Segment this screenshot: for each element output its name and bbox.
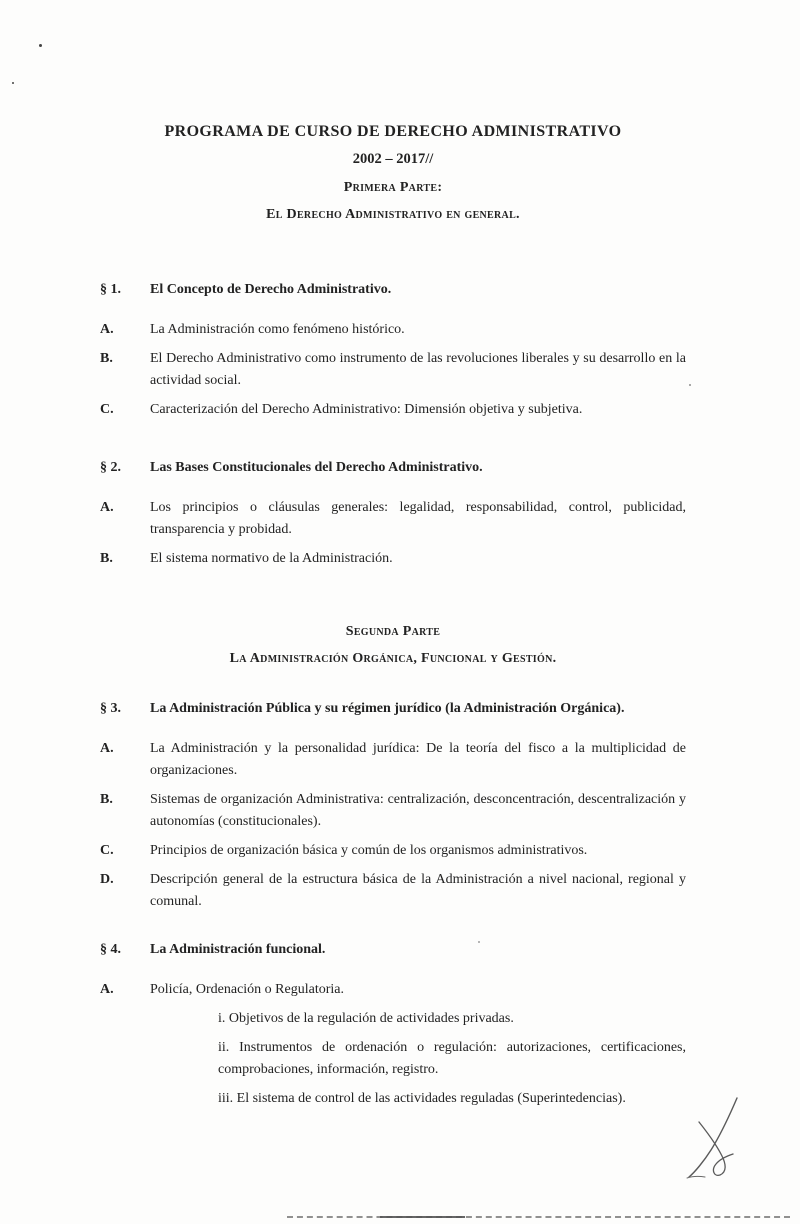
list-item [100,738,686,782]
scan-speck [478,941,480,943]
scan-speck [689,384,691,386]
sub-item [218,1088,686,1110]
subitem-label: i. [218,1011,226,1026]
section-2-heading-row [100,457,686,479]
part2-title: La Administración Orgánica, Funcional y Gestión. [229,651,557,666]
list-item [100,497,686,541]
section-title: La Administración funcional. [150,942,326,957]
page-bottom-dash-segment [380,1216,465,1218]
list-item [100,319,686,341]
item-text: Los principios o cláusulas generales: legalidad, responsabilidad, control, publicidad, transparencia y probidad. [150,500,686,537]
page-bottom-dashed-line [287,1216,790,1218]
item-text: Sistemas de organización Administrativa: centralización, desconcentración, descentralización y autonomías (constitucionales). [150,792,686,829]
section-4-heading-row [100,939,686,961]
subitem-label: iii. [218,1091,234,1106]
list-item [100,979,686,1001]
section-1-heading-row [100,279,686,301]
item-text: Principios de organización básica y común de los organismos administrativos. [150,843,588,858]
item-label: B. [100,351,113,366]
section-1 [100,279,686,421]
section-title: Las Bases Constitucionales del Derecho Administrativo. [150,460,483,475]
item-text: La Administración como fenómeno histórico. [150,322,405,337]
part2-header [100,622,686,668]
list-item [100,348,686,392]
section-number: § 4. [100,942,121,957]
subitem-text: El sistema de control de las actividades reguladas (Superintedencias). [236,1091,626,1106]
scan-speck [12,82,14,84]
signature-flourish-icon [685,1096,747,1180]
part1-label: Primera Parte: [343,180,443,195]
scan-speck [39,44,42,47]
item-label: A. [100,982,114,997]
subitem-text: Instrumentos de ordenación o regulación: autorizaciones, certificaciones, comprobaciones, información, registro. [218,1040,686,1077]
list-item [100,789,686,833]
section-3-heading-row [100,698,686,720]
item-label: A. [100,322,114,337]
item-text: El sistema normativo de la Administración. [150,551,393,566]
item-label: A. [100,500,114,515]
item-label: A. [100,741,114,756]
list-item [100,840,686,862]
sub-item [218,1037,686,1081]
course-years: 2002 – 2017// [352,151,434,167]
list-item [100,548,686,570]
section-4 [100,939,686,1110]
section-2 [100,457,686,570]
sub-item [218,1008,686,1030]
item-label: B. [100,551,113,566]
section-title: El Concepto de Derecho Administrativo. [150,282,392,297]
course-title: PROGRAMA DE CURSO DE DERECHO ADMINISTRATIVO [164,123,622,140]
section-3 [100,698,686,913]
section-number: § 3. [100,701,121,716]
section-number: § 1. [100,282,121,297]
subitem-label: ii. [218,1040,230,1055]
section-title: La Administración Pública y su régimen jurídico (la Administración Orgánica). [150,701,625,716]
item-text: Caracterización del Derecho Administrativo: Dimensión objetiva y subjetiva. [150,402,583,417]
item-text: El Derecho Administrativo como instrumento de las revoluciones liberales y su desarrollo en la actividad social. [150,351,686,388]
item-label: C. [100,843,114,858]
part2-label: Segunda Parte [345,624,441,639]
item-label: C. [100,402,114,417]
item-text: Policía, Ordenación o Regulatoria. [150,982,344,997]
item-label: D. [100,872,114,887]
subitem-text: Objetivos de la regulación de actividades privadas. [228,1011,514,1026]
section-number: § 2. [100,460,121,475]
document-header [100,122,686,224]
list-item [100,399,686,421]
part1-title: El Derecho Administrativo en general. [266,207,520,222]
list-item [100,869,686,913]
item-text: Descripción general de la estructura básica de la Administración a nivel nacional, regional y comunal. [150,872,686,909]
item-label: B. [100,792,113,807]
item-text: La Administración y la personalidad jurídica: De la teoría del fisco a la multiplicidad de organizaciones. [150,741,686,778]
